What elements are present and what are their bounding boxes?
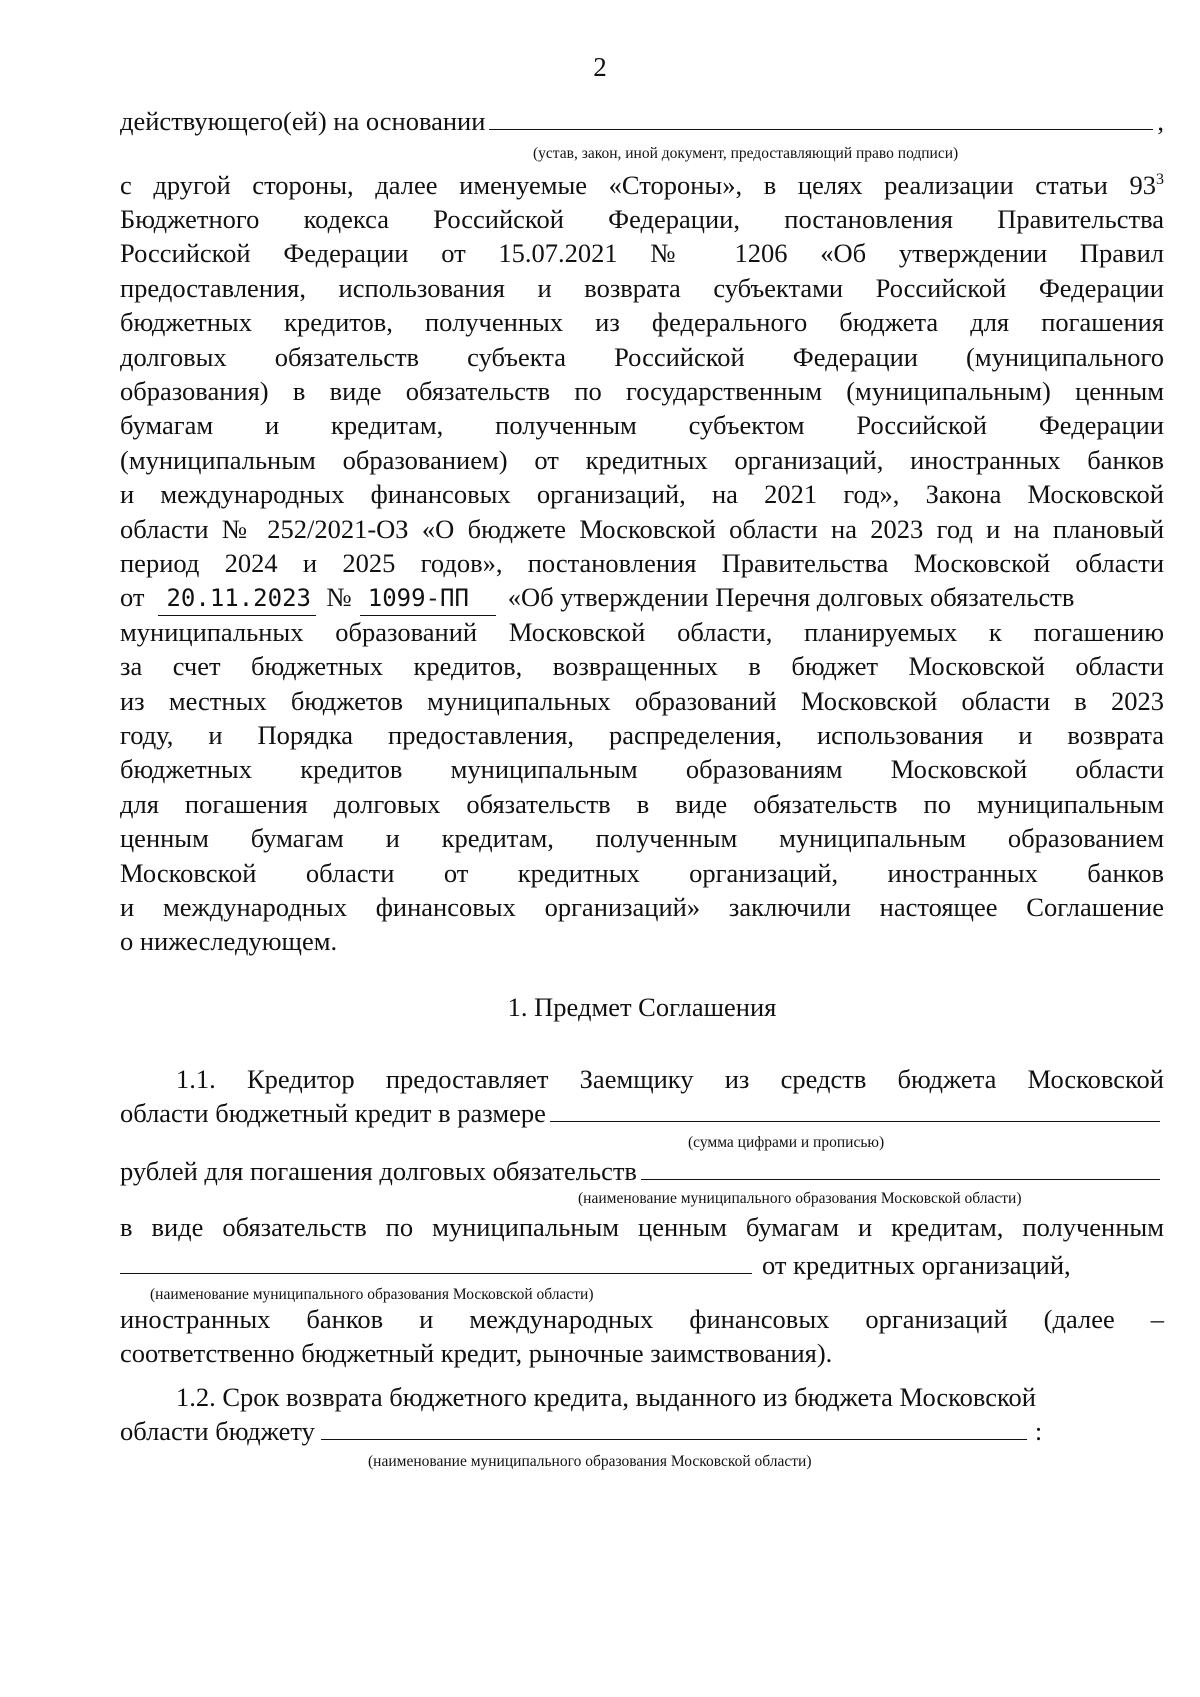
municipality-blank-1 — [641, 1155, 1160, 1180]
clause-1-2-line-2: области бюджету : — [120, 1416, 1043, 1446]
section-heading: 1. Предмет Соглашения — [507, 992, 777, 1022]
preamble-line-14: муниципальных образований Московской области, планируемых к погашению — [120, 617, 1164, 647]
municipality-blank-3 — [321, 1415, 1027, 1440]
basis-line — [120, 104, 1164, 138]
basis-label: действующего(ей) на основании — [120, 106, 486, 136]
preamble-line-10: и международных финансовых организаций, на 2021 год», Закона Московской — [120, 479, 1164, 509]
municipality-caption-2: (наименование муниципального образования Московской области) — [150, 1286, 594, 1303]
page-number: 2 — [593, 52, 607, 82]
preamble-line-9: (муниципальным образованием) от кредитных организаций, иностранных банков — [120, 445, 1164, 475]
preamble-line-17: году, и Порядка предоставления, распределения, использования и возврата — [120, 720, 1164, 750]
municipality-caption-1: (наименование муниципального образования Московской области) — [578, 1190, 1022, 1207]
preamble-line-15: за счет бюджетных кредитов, возвращенных в бюджет Московской области — [120, 651, 1164, 681]
clause-1-1-line-7: соответственно бюджетный кредит, рыночные заимствования). — [120, 1338, 833, 1368]
preamble-line-22: и международных финансовых организаций» заключили настоящее Соглашение — [120, 892, 1164, 922]
preamble-line-2: Бюджетного кодекса Российской Федерации, постановления Правительства — [120, 204, 1164, 234]
preamble-line-11: области № 252/2021-ОЗ «О бюджете Московской области на 2023 год и на плановый — [120, 514, 1164, 544]
clause-1-1-line-6: иностранных банков и международных финансовых организаций (далее – — [120, 1304, 1164, 1334]
clause-1-1-line-4: в виде обязательств по муниципальным ценным бумагам и кредитам, полученным — [120, 1212, 1164, 1242]
preamble-line-18: бюджетных кредитов муниципальным образованиям Московской области — [120, 754, 1164, 784]
preamble-line-20: ценным бумагам и кредитам, полученным муниципальным образованием — [120, 823, 1164, 853]
clause-1-1-line-1: 1.1. Кредитор предоставляет Заемщику из средств бюджета Московской — [176, 1064, 1164, 1094]
credit-amount-blank — [550, 1097, 1160, 1122]
preamble-line-5: бюджетных кредитов, полученных из федерального бюджета для погашения — [120, 307, 1164, 337]
preamble-line-19: для погашения долговых обязательств в виде обязательств по муниципальным — [120, 789, 1164, 819]
preamble-line-23: о нижеследующем. — [120, 926, 338, 956]
handwritten-date: 20.11.2023 — [158, 581, 316, 616]
preamble-line-13: от 20.11.2023 № 1099-ПП «Об утверждении Перечня долговых обязательств — [120, 580, 1164, 616]
basis-blank — [489, 105, 1153, 130]
preamble-line-12: период 2024 и 2025 годов», постановления Правительства Московской области — [120, 548, 1164, 578]
footnote-ref: 3 — [1156, 171, 1164, 189]
clause-1-1-line-5: от кредитных организаций, — [120, 1248, 1164, 1282]
basis-caption: (устав, закон, иной документ, предоставляющий право подписи) — [533, 145, 959, 162]
preamble-line-3: Российской Федерации от 15.07.2021 № 1206 «Об утверждении Правил — [120, 238, 1164, 268]
preamble-line-8: бумагам и кредитам, полученным субъектом Российской Федерации — [120, 410, 1164, 440]
municipality-caption-3: (наименование муниципального образования Московской области) — [368, 1453, 812, 1470]
preamble-line-1: с другой стороны, далее именуемые «Стороны», в целях реализации статьи $93^3$ — [120, 170, 1164, 200]
clause-1-2-line-1: 1.2. Срок возврата бюджетного кредита, выданного из бюджета Московской — [176, 1382, 1036, 1412]
preamble-line-4: предоставления, использования и возврата субъектами Российской Федерации — [120, 273, 1164, 303]
preamble-line-21: Московской области от кредитных организаций, иностранных банков — [120, 858, 1164, 888]
preamble-line-6: долговых обязательств субъекта Российской Федерации (муниципального — [120, 342, 1164, 372]
preamble-line-7: образования) в виде обязательств по государственным (муниципальным) ценным — [120, 376, 1164, 406]
clause-1-1-line-2: области бюджетный кредит в размере — [120, 1096, 1164, 1130]
credit-amount-caption: (сумма цифрами и прописью) — [688, 1134, 885, 1151]
basis-trail: , — [1157, 106, 1164, 136]
handwritten-number: 1099-ПП — [360, 581, 496, 616]
municipality-blank-2 — [120, 1249, 752, 1274]
clause-1-1-line-3: рублей для погашения долговых обязательств — [120, 1154, 1164, 1188]
preamble-line-16: из местных бюджетов муниципальных образований Московской области в 2023 — [120, 686, 1164, 716]
